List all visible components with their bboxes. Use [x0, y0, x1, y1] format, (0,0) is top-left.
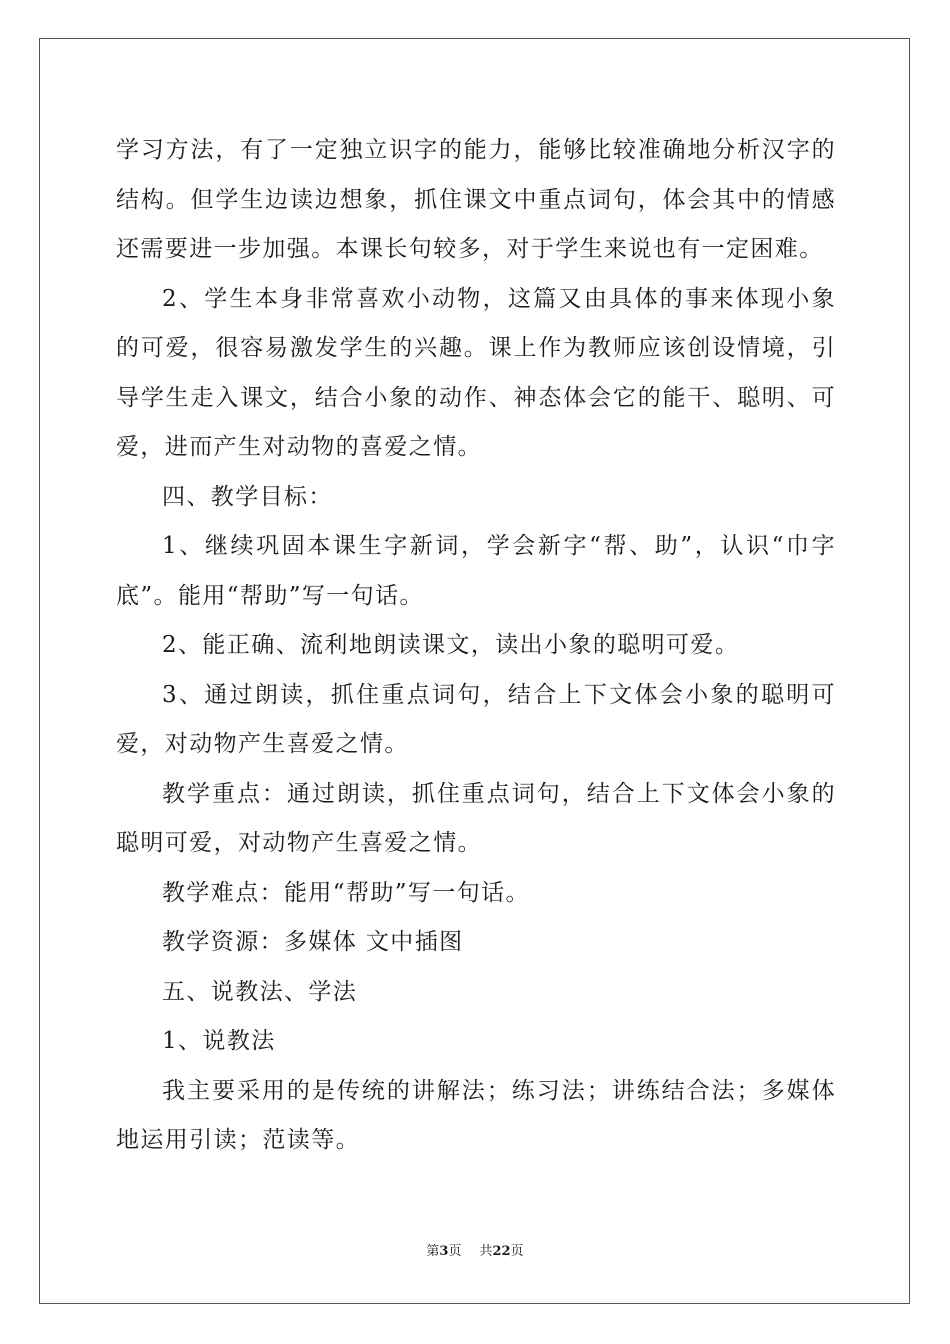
heading-methods: 五、说教法、学法	[162, 978, 358, 1005]
total-prefix: 共	[479, 1244, 493, 1259]
goal-2: 2、能正确、流利地朗读课文，读出小象的聪明可爱。	[162, 632, 740, 658]
goal-1: 1、继续巩固本课生字新词，学会新字“帮、助”，认识“巾字底”。能用“帮助”写一句话。	[116, 533, 836, 609]
goal-3: 3、通过朗读，抓住重点词句，结合上下文体会小象的聪明可爱，对动物产生喜爱之情。	[116, 681, 836, 757]
paragraph-1: 学习方法，有了一定独立识字的能力，能够比较准确地分析汉字的结构。但学生边读边想象，抓住课文中重点词句，体会其中的情感还需要进一步加强。本课长句较多，对于学生来说也有一定困难。	[116, 137, 836, 262]
page-prefix: 第	[426, 1244, 440, 1259]
teaching-difficulty: 教学难点：能用“帮助”写一句话。	[162, 879, 530, 906]
heading-teaching-goals: 四、教学目标：	[162, 483, 333, 510]
heading-teaching-method: 1、说教法	[162, 1028, 276, 1054]
page-current: 3	[439, 1244, 449, 1259]
page-suffix: 页	[448, 1244, 462, 1259]
page-total: 22	[492, 1244, 511, 1259]
paragraph-2: 2、学生本身非常喜欢小动物，这篇又由具体的事来体现小象的可爱，很容易激发学生的兴趣。课上作为教师应该创设情境，引导学生走入课文，结合小象的动作、神态体会它的能干、聪明、可爱，进而产生对动物的喜爱之情。	[116, 285, 836, 460]
page-footer	[0, 1240, 950, 1259]
teaching-resources: 教学资源：多媒体 文中插图	[162, 929, 464, 955]
document-body	[116, 126, 836, 1166]
teaching-focus: 教学重点：通过朗读，抓住重点词句，结合上下文体会小象的聪明可爱，对动物产生喜爱之情。	[116, 780, 836, 856]
total-suffix: 页	[510, 1244, 524, 1259]
teaching-method-text: 我主要采用的是传统的讲解法；练习法；讲练结合法；多媒体地运用引读；范读等。	[116, 1077, 836, 1153]
